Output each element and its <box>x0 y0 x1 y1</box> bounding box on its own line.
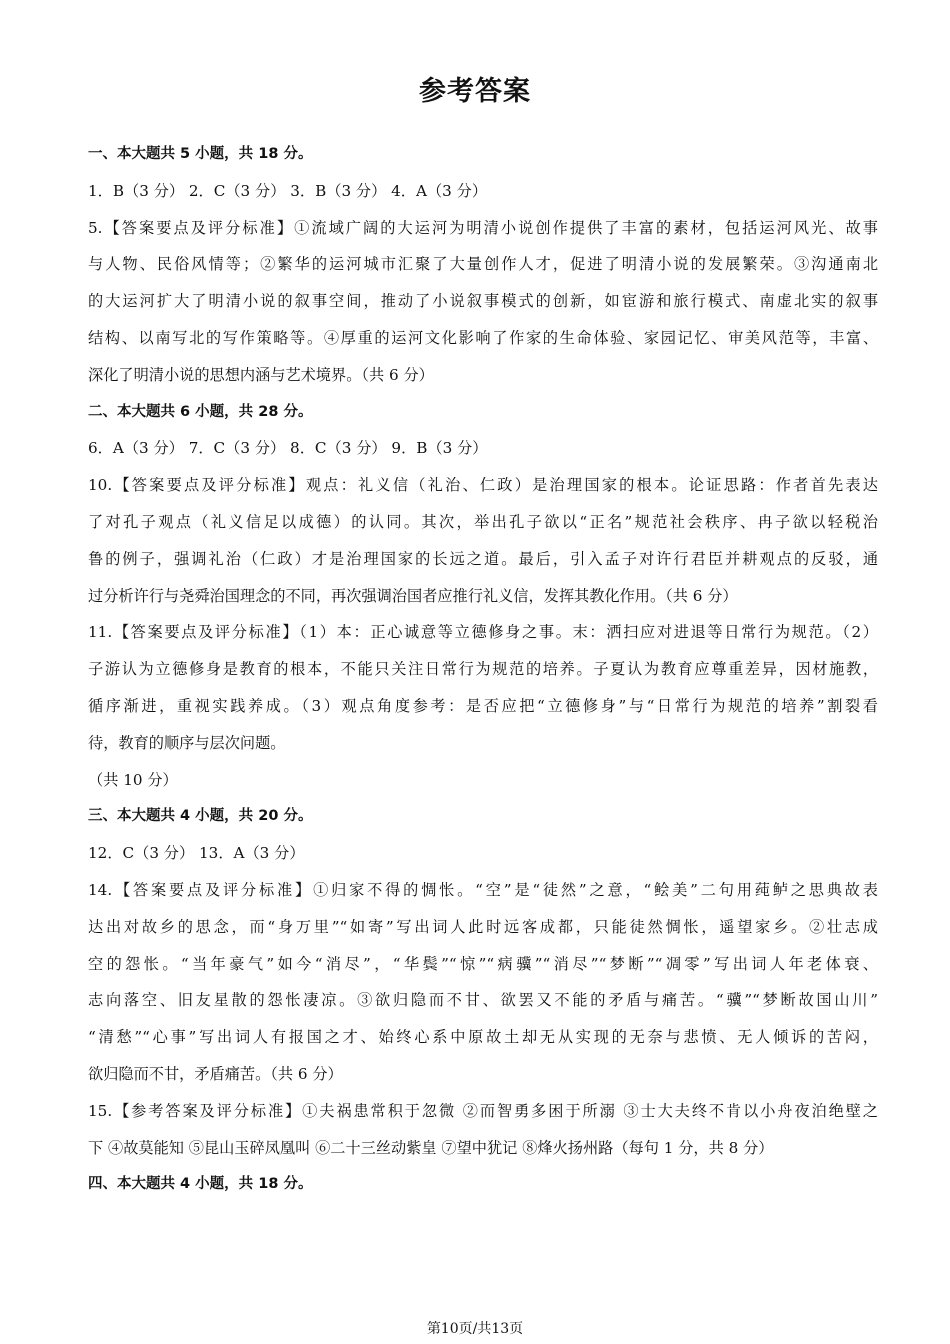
section-heading: 四、本大题共 4 小题，共 18 分。 <box>88 1176 313 1193</box>
text-line: 达出对故乡的思念，而“身万里”“如寄”写出词人此时远客成都，只能徒然惆怅，遥望家乡。②壮志成 <box>88 917 878 936</box>
text-line: 6．A（3 分） 7．C（3 分） 8．C（3 分） 9．B（3 分） <box>88 439 488 458</box>
text-line: 14.【答案要点及评分标准】①归家不得的惆怅。“空”是“徒然”之意，“鲙美”二句用莼鲈之思典故表 <box>88 880 878 899</box>
text-line: 鲁的例子，强调礼治（仁政）才是治理国家的长远之道。最后，引入孟子对许行君臣并耕观点的反驳，通 <box>88 549 878 568</box>
text-line: 了对孔子观点（礼义信足以成德）的认同。其次，举出孔子欲以“正名”规范社会秩序、冉子欲以轻税治 <box>88 512 878 531</box>
text-line: 的大运河扩大了明清小说的叙事空间，推动了小说叙事模式的创新，如宦游和旅行模式、南虚北实的叙事 <box>88 292 878 311</box>
section-heading: 二、本大题共 6 小题，共 28 分。 <box>88 403 313 420</box>
text-line: “清愁”“心事”写出词人有报国之才、始终心系中原故土却无从实现的无奈与悲愤、无人倾诉的苦闷， <box>88 1028 878 1047</box>
text-line: 11.【答案要点及评分标准】（1）本：正心诚意等立德修身之事。末：洒扫应对进退等日常行为规范。（2） <box>88 623 878 642</box>
text-line: 子游认为立德修身是教育的根本，不能只关注日常行为规范的培养。子夏认为教育应尊重差异，因材施教， <box>88 660 878 679</box>
text-line: 志向落空、旧友星散的怨怅凄凉。③欲归隐而不甘、欲罢又不能的矛盾与痛苦。“骥”“梦断故国山川” <box>88 991 878 1010</box>
text-line: 10.【答案要点及评分标准】观点：礼义信（礼治、仁政）是治理国家的根本。论证思路：作者首先表达 <box>88 476 878 495</box>
text-line: 欲归隐而不甘，矛盾痛苦。（共 6 分） <box>88 1064 343 1083</box>
text-line: 5.【答案要点及评分标准】①流域广阔的大运河为明清小说创作提供了丰富的素材，包括运河风光、故事 <box>88 218 878 237</box>
section-heading: 三、本大题共 4 小题，共 20 分。 <box>88 808 313 825</box>
text-line: 循序渐进，重视实践养成。（3）观点角度参考：是否应把“立德修身”与“日常行为规范的培养”割裂看 <box>88 696 878 715</box>
answer-content <box>88 136 878 1203</box>
text-line: 12．C（3 分） 13．A（3 分） <box>88 844 305 863</box>
text-line: 与人物、民俗风情等；②繁华的运河城市汇聚了大量创作人才，促进了明清小说的发展繁荣。③沟通南北 <box>88 255 878 274</box>
text-line: 深化了明清小说的思想内涵与艺术境界。（共 6 分） <box>88 365 434 384</box>
section-heading: 一、本大题共 5 小题，共 18 分。 <box>88 146 313 162</box>
text-line: 待，教育的顺序与层次问题。 <box>88 733 286 752</box>
text-line: 结构、以南写北的写作策略等。④厚重的运河文化影响了作家的生命体验、家园记忆、审美风范等，丰富、 <box>88 328 878 347</box>
text-line: 15.【参考答案及评分标准】①夫祸患常积于忽微 ②而智勇多困于所溺 ③士大夫终不肯以小舟夜泊绝壁之 <box>88 1101 878 1120</box>
text-line: 空的怨怅。“当年豪气”如今“消尽”，“华鬓”“惊”“病骥”“消尽”“梦断”“凋零”写出词人年老体衰、 <box>88 954 878 973</box>
page-title: 参考答案 <box>419 76 531 107</box>
text-line: 过分析许行与尧舜治国理念的不同，再次强调治国者应推行礼义信，发挥其教化作用。（共 6 分） <box>88 586 738 605</box>
page-footer: 第10页/共13页 <box>426 1321 524 1337</box>
text-line: 下 ④故莫能知 ⑤昆山玉碎凤凰叫 ⑥二十三丝动紫皇 ⑦望中犹记 ⑧烽火扬州路（每句 1 分，共 8 分） <box>88 1138 774 1157</box>
text-line: （共 10 分） <box>88 770 178 789</box>
text-line: 1．B（3 分） 2．C（3 分） 3．B（3 分） 4．A（3 分） <box>88 181 488 200</box>
